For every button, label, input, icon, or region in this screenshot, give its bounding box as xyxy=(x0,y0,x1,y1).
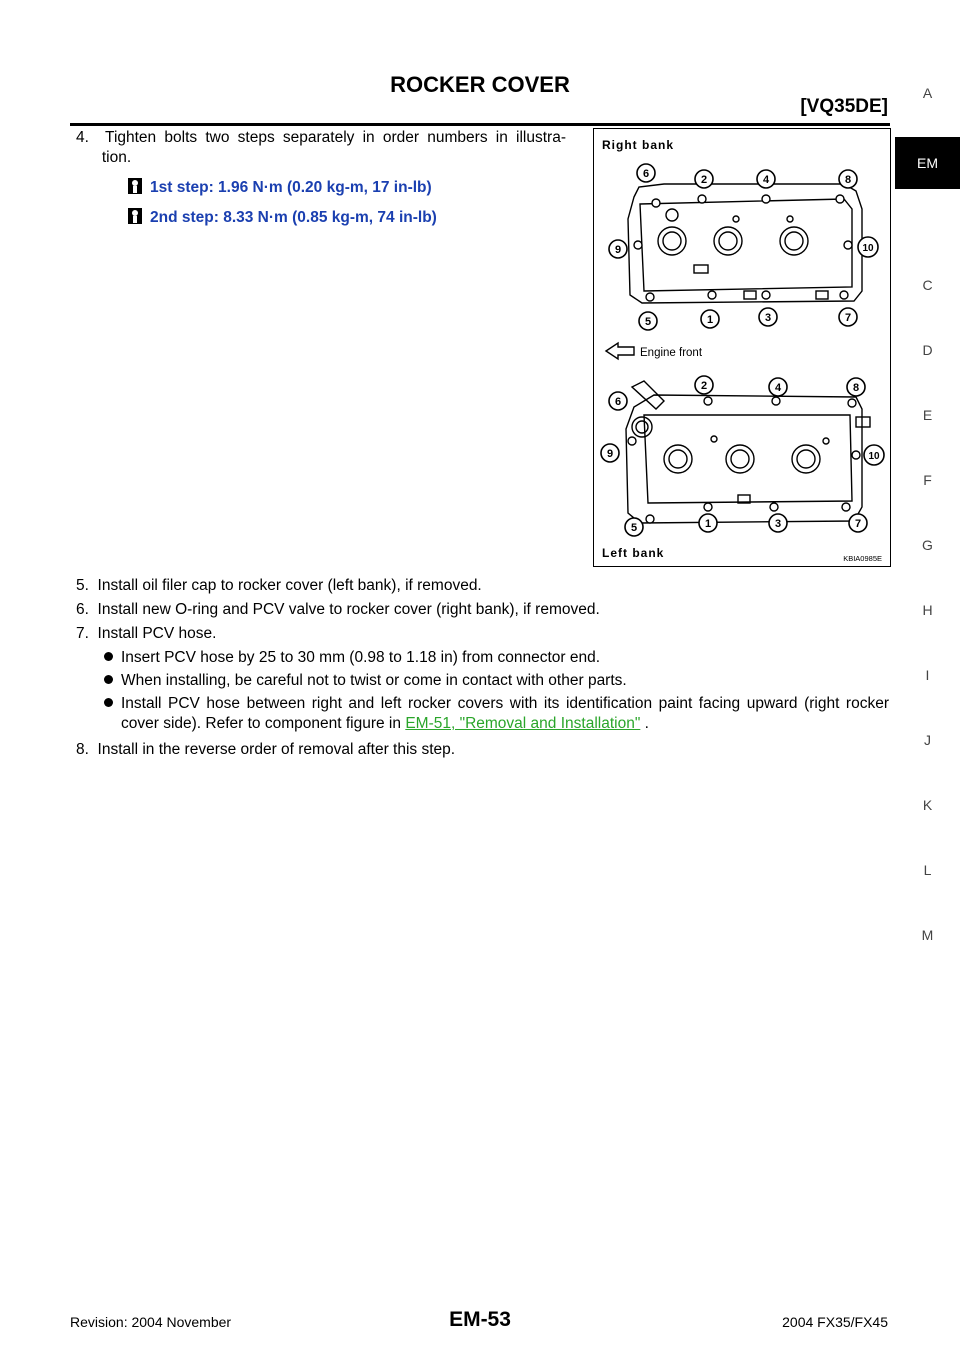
left-bank-label: Left bank xyxy=(602,546,665,560)
callout-4 xyxy=(769,378,787,396)
tab-g[interactable]: G xyxy=(922,537,933,553)
step-6: 6. Install new O-ring and PCV valve to rocker cover (right bank), if removed. xyxy=(76,601,600,618)
svg-text:8: 8 xyxy=(844,174,852,186)
svg-text:2: 2 xyxy=(700,174,708,186)
left-bank-callouts xyxy=(601,376,884,536)
callout-6 xyxy=(609,392,627,410)
page-number: EM-53 xyxy=(449,1308,511,1331)
callout-8 xyxy=(847,378,865,396)
bullet-dot xyxy=(104,698,113,707)
callout-5 xyxy=(639,312,657,330)
right-bank-label: Right bank xyxy=(602,138,674,152)
svg-text:7: 7 xyxy=(844,312,852,324)
svg-text:9: 9 xyxy=(606,448,614,460)
step-4: 4. Tighten bolts two steps separately in order numbers in illustra- tion. xyxy=(76,129,566,166)
torque-spec-2-text: 2nd step: 8.33 N·m (0.85 kg-m, 74 in-lb) xyxy=(150,209,437,226)
tab-c[interactable]: C xyxy=(922,277,933,293)
bullet-1-text: Insert PCV hose by 25 to 30 mm (0.98 to 1.18 in) from connector end. xyxy=(121,649,601,666)
callout-8 xyxy=(839,170,857,188)
step-8: 8. Install in the reverse order of removal after this step. xyxy=(76,741,456,758)
callout-5 xyxy=(625,518,643,536)
svg-text:5: 5 xyxy=(644,316,652,328)
svg-text:6: 6 xyxy=(614,396,622,408)
bullet-1 xyxy=(104,648,889,668)
tab-k[interactable]: K xyxy=(922,797,933,813)
figure-code: KBIA0985E xyxy=(843,554,882,563)
model-label: 2004 FX35/FX45 xyxy=(782,1314,888,1330)
tab-i[interactable]: I xyxy=(925,667,930,683)
torque-spec-1 xyxy=(128,178,432,198)
torque-wrench-icon xyxy=(128,208,142,224)
callout-4 xyxy=(757,170,775,188)
svg-text:10: 10 xyxy=(868,451,880,462)
svg-text:4: 4 xyxy=(774,382,782,394)
tab-e[interactable]: E xyxy=(922,407,933,423)
callout-10 xyxy=(864,445,884,465)
bullet-dot xyxy=(104,652,113,661)
svg-text:3: 3 xyxy=(774,518,782,530)
callout-7 xyxy=(839,308,857,326)
bullet-2 xyxy=(104,671,889,691)
svg-text:8: 8 xyxy=(852,382,860,394)
step-7: 7. Install PCV hose. xyxy=(76,625,217,642)
svg-text:1: 1 xyxy=(704,518,712,530)
bolt-tightening-diagram xyxy=(593,128,891,567)
tab-l[interactable]: L xyxy=(923,862,932,878)
svg-text:1: 1 xyxy=(706,314,714,326)
left-bank-cover xyxy=(626,381,870,523)
svg-text:2: 2 xyxy=(700,380,708,392)
page-title: ROCKER COVER xyxy=(390,72,570,97)
bullet-3-end: . xyxy=(640,715,649,732)
svg-text:6: 6 xyxy=(642,168,650,180)
svg-text:4: 4 xyxy=(762,174,770,186)
callout-9 xyxy=(609,240,627,258)
engine-code: [VQ35DE] xyxy=(800,96,888,117)
em-51-link[interactable]: EM-51, "Removal and Installation" xyxy=(405,715,641,732)
torque-spec-2 xyxy=(128,208,437,228)
right-bank-callouts xyxy=(609,164,878,330)
bullet-dot xyxy=(104,675,113,684)
revision-label: Revision: 2004 November xyxy=(70,1314,232,1330)
bullet-3 xyxy=(104,694,889,734)
svg-text:9: 9 xyxy=(614,244,622,256)
tab-m[interactable]: M xyxy=(921,927,934,943)
svg-text:7: 7 xyxy=(854,518,862,530)
svg-text:10: 10 xyxy=(862,243,874,254)
header-rule xyxy=(70,123,890,126)
tab-f[interactable]: F xyxy=(923,472,932,488)
torque-spec-1-text: 1st step: 1.96 N·m (0.20 kg-m, 17 in-lb) xyxy=(150,179,432,196)
tab-h[interactable]: H xyxy=(922,602,933,618)
tab-a[interactable]: A xyxy=(922,85,933,101)
callout-1 xyxy=(701,310,719,328)
callout-3 xyxy=(759,308,777,326)
bullet-3-text: Install PCV hose between right and left rocker covers with its identification paint facing upward (right rocker cover side). Refer to component figure in xyxy=(121,695,889,732)
callout-2 xyxy=(695,170,713,188)
callout-10 xyxy=(858,237,878,257)
right-bank-cover xyxy=(628,184,862,303)
tab-j[interactable]: J xyxy=(924,732,931,748)
engine-front-arrow-icon xyxy=(606,343,634,359)
callout-6 xyxy=(637,164,655,182)
bullet-2-text: When installing, be careful not to twist or come in contact with other parts. xyxy=(121,672,627,689)
tab-d[interactable]: D xyxy=(922,342,933,358)
callout-1 xyxy=(699,514,717,532)
step-5: 5. Install oil filer cap to rocker cover (left bank), if removed. xyxy=(76,577,482,594)
callout-9 xyxy=(601,444,619,462)
svg-text:3: 3 xyxy=(764,312,772,324)
callout-2 xyxy=(695,376,713,394)
tab-em[interactable]: EM xyxy=(895,137,960,189)
svg-text:5: 5 xyxy=(630,522,638,534)
rocker-cover-illustration xyxy=(594,129,890,566)
callout-7 xyxy=(849,514,867,532)
callout-3 xyxy=(769,514,787,532)
torque-wrench-icon xyxy=(128,178,142,194)
left-bank-bolts xyxy=(628,397,860,523)
engine-front-label: Engine front xyxy=(640,347,703,359)
